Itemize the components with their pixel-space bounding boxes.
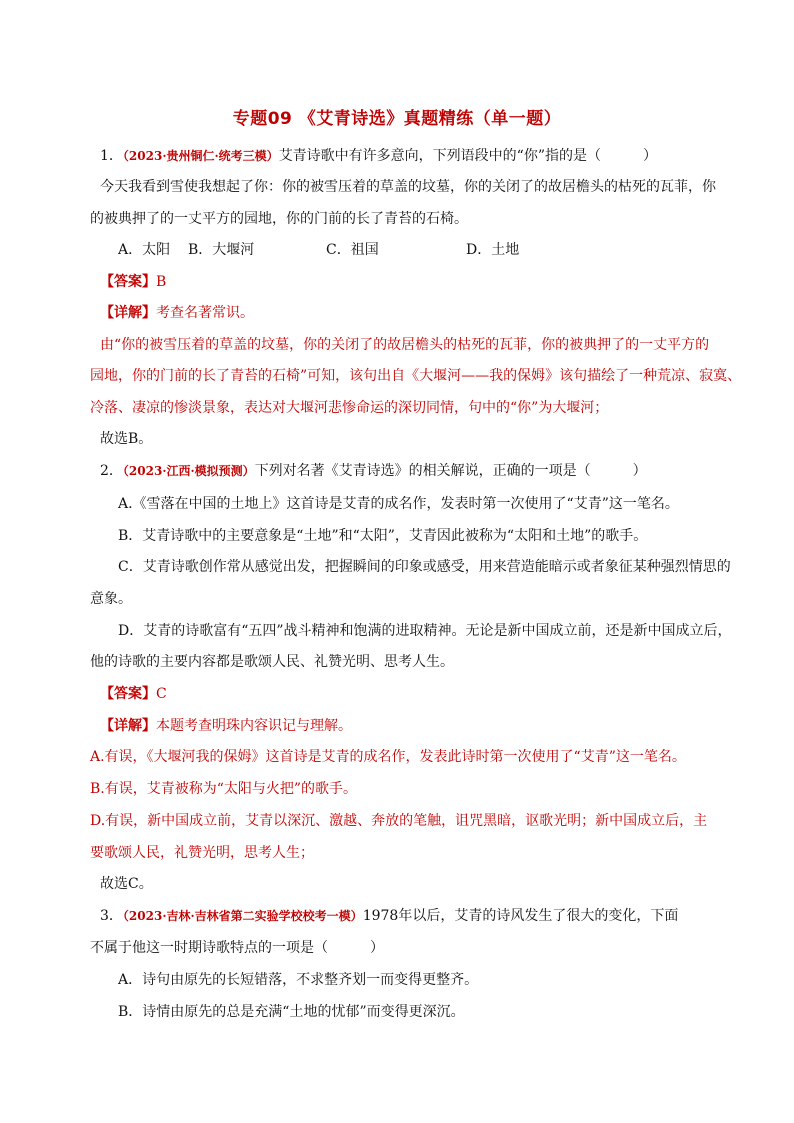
explanation-line: 园地，你的门前的长了青苔的石椅”可知，该句出自《大堰河——我的保姆》该句描绘了一种荒凉、寂寞、 — [90, 368, 742, 384]
option-a: A．诗句由原先的长短错落，不求整齐划一而变得更整齐。 — [118, 972, 479, 988]
answer-tag: 【答案】 — [100, 686, 156, 702]
question-text: 艾青诗歌中有许多意向，下列语段中的“你”指的是（ ） — [278, 148, 658, 164]
question-number: 1． — [100, 148, 123, 164]
explanation-line: A.有误，《大堰河我的保姆》这首诗是艾青的成名作，发表此诗时第一次使用了“艾青”这一笔名。 — [90, 749, 686, 765]
answer-line — [100, 272, 166, 292]
option-b: B．大堰河 — [188, 242, 255, 258]
detail-text: 考查名著常识。 — [156, 305, 254, 321]
question-3-stem — [100, 906, 678, 926]
conclusion: 故选B。 — [100, 431, 153, 447]
option-d: D．土地 — [466, 242, 520, 258]
passage-line: 的被典押了的一丈平方的园地，你的门前的长了青苔的石椅。 — [90, 211, 468, 227]
passage-line: 今天我看到雪使我想起了你：你的被雪压着的草盖的坟墓，你的关闭了的故居檐头的枯死的瓦菲，你 — [100, 179, 716, 195]
detail-tag: 【详解】 — [100, 305, 156, 321]
option-b: B．诗情由原先的总是充满“土地的忧郁”而变得更深沉。 — [118, 1004, 465, 1020]
option-b: B．艾青诗歌中的主要意象是“土地”和“太阳”，艾青因此被称为“太阳和土地”的歌手。 — [118, 528, 648, 544]
explanation-line: 要歌颂人民，礼赞光明，思考人生； — [90, 845, 314, 861]
option-d: D．艾青的诗歌富有“五四”战斗精神和饱满的进取精神。无论是新中国成立前，还是新中国成立后， — [118, 623, 732, 639]
option-c: C．艾青诗歌创作常从感觉出发，把握瞬间的印象或感受，用来营造能暗示或者象征某种强烈情思的 — [118, 559, 731, 575]
explanation-line: B.有误，艾青被称为“太阳与火把”的歌手。 — [90, 781, 358, 797]
detail-text: 本题考查明珠内容识记与理解。 — [156, 718, 352, 734]
question-source: （2023·吉林·吉林省第二实验学校校考一模） — [122, 909, 363, 923]
question-number: 3． — [100, 908, 123, 924]
question-source: （2023·贵州铜仁·统考三模） — [122, 149, 279, 163]
explanation-line: 冷落、凄凉的惨淡景象，表达对大堰河悲惨命运的深切同情，句中的“你”为大堰河； — [90, 400, 609, 416]
detail-line — [100, 716, 352, 736]
detail-tag: 【详解】 — [100, 718, 156, 734]
question-2-stem — [100, 461, 647, 481]
option-c: C．祖国 — [326, 242, 379, 258]
option-a: A.《雪落在中国的土地上》这首诗是艾青的成名作，发表时第一次使用了“艾青”这一笔名。 — [118, 496, 679, 512]
option-c-cont: 意象。 — [90, 591, 132, 607]
option-a: A．太阳 — [118, 242, 171, 258]
question-text: 1978年以后，艾青的诗风发生了很大的变化，下面 — [362, 908, 679, 924]
options-row — [118, 240, 519, 260]
conclusion: 故选C。 — [100, 876, 153, 892]
detail-line — [100, 303, 254, 323]
answer-value: C — [156, 686, 167, 702]
explanation-line: 由“你的被雪压着的草盖的坟墓，你的关闭了的故居檐头的枯死的瓦菲，你的被典押了的一丈平方的 — [100, 337, 710, 353]
option-d-cont: 他的诗歌的主要内容都是歌颂人民、礼赞光明、思考人生。 — [90, 654, 454, 670]
answer-tag: 【答案】 — [100, 274, 156, 290]
page-title: 专题09 《艾青诗选》真题精练（单一题） — [232, 109, 562, 129]
question-1-stem — [100, 146, 657, 166]
question-text: 下列对名著《艾青诗选》的相关解说，正确的一项是（ ） — [254, 463, 647, 479]
explanation-line: D.有误，新中国成立前，艾青以深沉、激越、奔放的笔触，诅咒黑暗，讴歌光明；新中国成立后，主 — [90, 813, 708, 829]
question-number: 2． — [100, 463, 123, 479]
answer-line — [100, 684, 167, 704]
question-text-cont: 不属于他这一时期诗歌特点的一项是（ ） — [90, 940, 384, 956]
answer-value: B — [156, 274, 167, 290]
question-source: （2023·江西·模拟预测） — [122, 464, 255, 478]
